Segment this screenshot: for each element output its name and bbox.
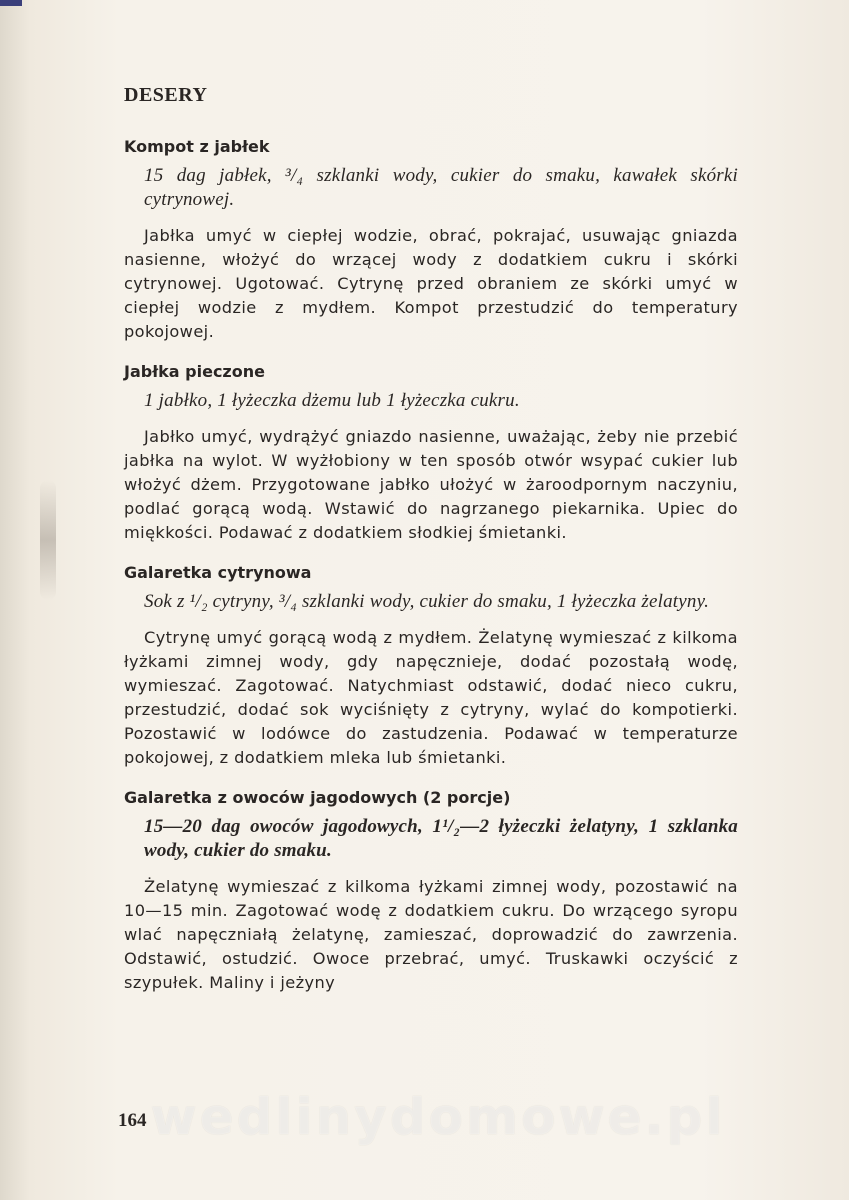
recipe-instructions: Cytrynę umyć gorącą wodą z mydłem. Żelatynę wymieszać z kilkoma łyżkami zimnej wody, gdy napęcznieje, dodać pozostałą wodę, wymieszać. Zagotować. Natychmiast odstawić, dodać nieco cukru, przestudzić, dodać sok wyciśnięty z cytryny, wylać do kompotierki. Pozostawić w lodówce do zastudzenia. Podawać w temperaturze pokojowej, z dodatkiem mleka lub śmietanki. bbox=[124, 628, 738, 767]
section-title: DESERY bbox=[124, 84, 208, 106]
page-number: 164 bbox=[118, 1110, 147, 1131]
recipe-title: Kompot z jabłek bbox=[124, 137, 270, 156]
page-content bbox=[118, 84, 738, 1013]
recipe-galaretka-cytrynowa bbox=[118, 563, 738, 770]
watermark: wedlinydomowe.pl bbox=[150, 1088, 726, 1146]
recipe-title: Jabłka pieczone bbox=[124, 362, 265, 381]
page-edge-shadow bbox=[40, 480, 56, 600]
recipe-ingredients: 1 jabłko, 1 łyżeczka dżemu lub 1 łyżeczka cukru. bbox=[144, 390, 520, 411]
recipe-jablka-pieczone bbox=[118, 362, 738, 545]
recipe-title: Galaretka z owoców jagodowych (2 porcje) bbox=[124, 788, 511, 807]
recipe-instructions: Żelatynę wymieszać z kilkoma łyżkami zimnej wody, pozostawić na 10—15 min. Zagotować wodę z dodatkiem cukru. Do wrzącego syropu wlać napęczniałą żelatynę, zamieszać, doprowadzić do zawrzenia. Odstawić, ostudzić. Owoce przebrać, umyć. Truskawki oczyścić z szypułek. Maliny i jeżyny bbox=[124, 877, 738, 992]
recipe-ingredients: 15—20 dag owoców jagodowych, 1¹/₂—2 łyżeczki żelatyny, 1 szklanka wody, cukier do smaku. bbox=[144, 816, 738, 861]
recipe-ingredients: 15 dag jabłek, ³/₄ szklanki wody, cukier do smaku, kawałek skórki cytrynowej. bbox=[144, 165, 738, 210]
recipe-ingredients: Sok z ¹/₂ cytryny, ³/₄ szklanki wody, cukier do smaku, 1 łyżeczka żelatyny. bbox=[144, 591, 710, 612]
recipe-kompot bbox=[118, 137, 738, 344]
recipe-instructions: Jabłka umyć w ciepłej wodzie, obrać, pokrajać, usuwając gniazda nasienne, włożyć do wrzącej wody z dodatkiem cukru i skórki cytrynowej. Ugotować. Cytrynę przed obraniem ze skórki umyć w ciepłej wodzie z mydłem. Kompot przestudzić do temperatury pokojowej. bbox=[124, 226, 738, 341]
recipe-galaretka-jagodowa bbox=[118, 788, 738, 995]
corner-mark bbox=[0, 0, 22, 6]
recipe-instructions: Jabłko umyć, wydrążyć gniazdo nasienne, uważając, żeby nie przebić jabłka na wylot. W wyżłobiony w ten sposób otwór wsypać cukier lub włożyć dżem. Przygotowane jabłko ułożyć w żaroodpornym naczyniu, podlać gorącą wodą. Wstawić do nagrzanego piekarnika. Upiec do miękkości. Podawać z dodatkiem słodkiej śmietanki. bbox=[124, 427, 738, 542]
recipe-title: Galaretka cytrynowa bbox=[124, 563, 312, 582]
